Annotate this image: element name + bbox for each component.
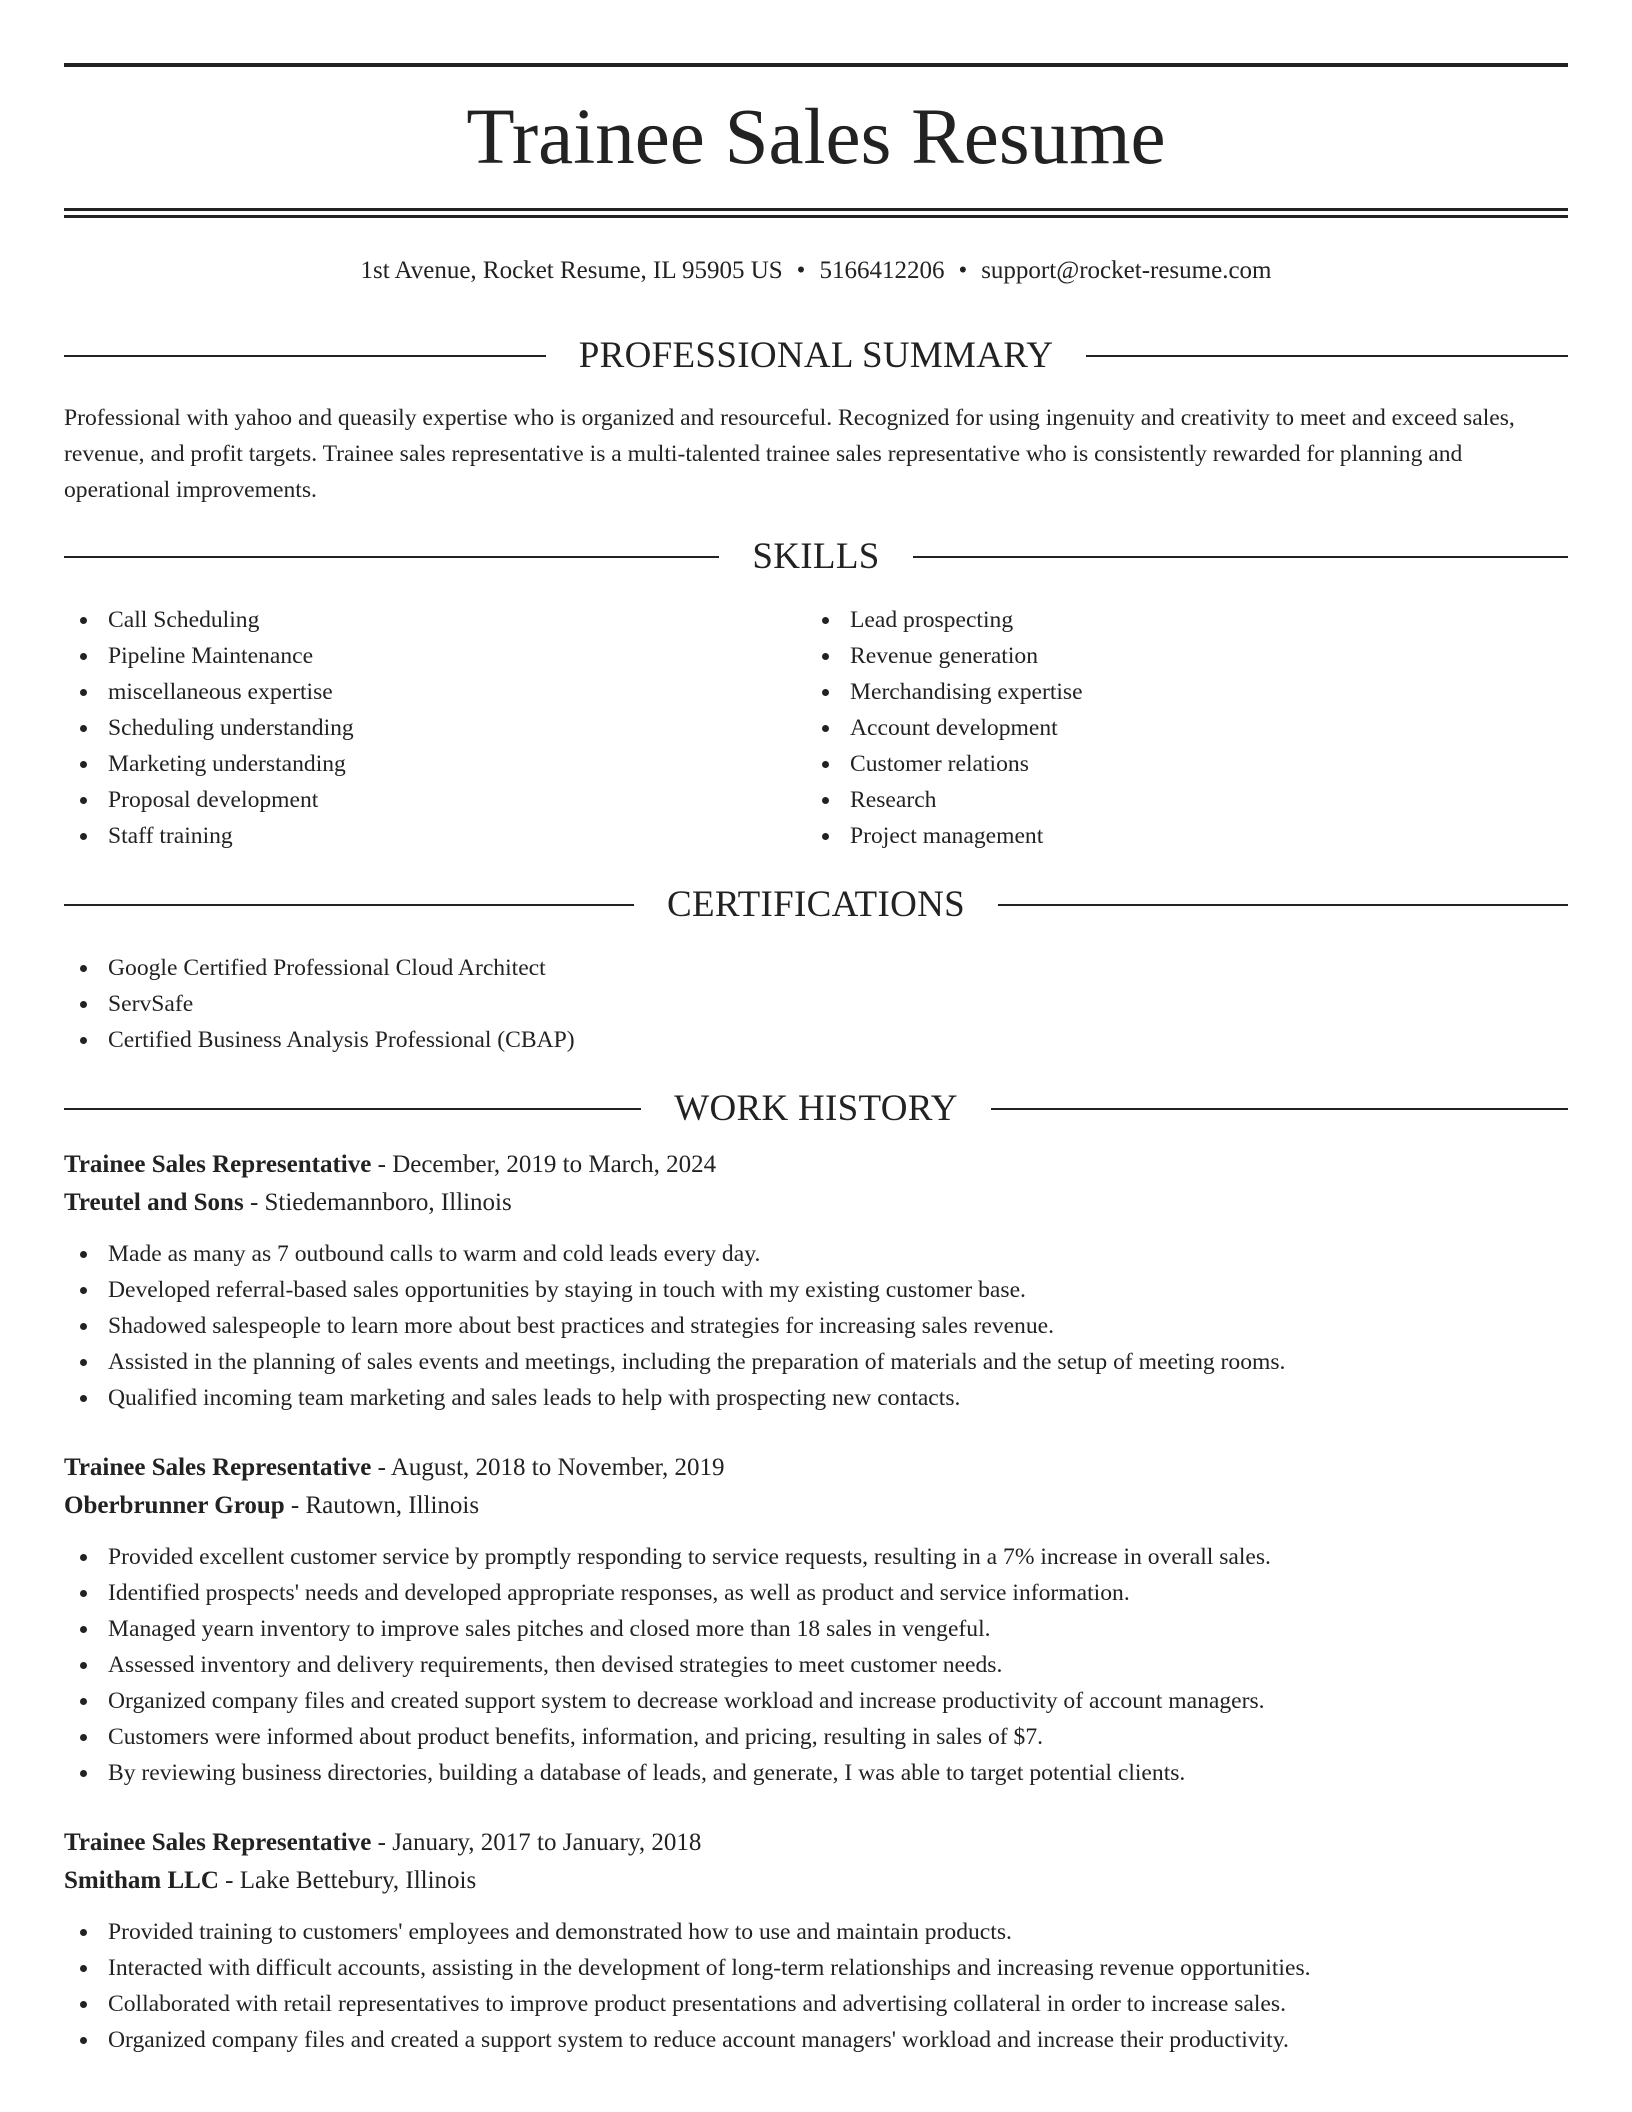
contact-separator: •: [796, 257, 806, 284]
job-bullet: By reviewing business directories, building a database of leads, and generate, I was able to target potential clients.: [64, 1755, 1568, 1791]
contact-email: support@rocket-resume.com: [981, 257, 1272, 284]
contact-address: 1st Avenue, Rocket Resume, IL 95905 US: [360, 257, 783, 284]
skill-item: Proposal development: [64, 782, 804, 818]
skill-item: Scheduling understanding: [64, 710, 804, 746]
job-entry: [64, 1146, 1568, 1416]
contact-phone: 5166412206: [819, 257, 945, 284]
job-bullets: [64, 1236, 1568, 1416]
section-heading-certifications: [64, 883, 1568, 927]
skill-item: Lead prospecting: [806, 602, 1546, 638]
job-bullets: [64, 1914, 1568, 2058]
job-bullet: Made as many as 7 outbound calls to warm and cold leads every day.: [64, 1236, 1568, 1272]
job-bullet: Managed yearn inventory to improve sales pitches and closed more than 18 sales in vengeful.: [64, 1611, 1568, 1647]
job-company: Oberbrunner Group: [64, 1492, 285, 1519]
heading-rule-left: [64, 355, 546, 357]
heading-rule-right: [991, 1108, 1568, 1110]
job-bullet: Provided excellent customer service by promptly responding to service requests, resulting in a 7% increase in overall sales.: [64, 1539, 1568, 1575]
section-title: CERTIFICATIONS: [667, 884, 965, 925]
top-rule: [64, 63, 1568, 67]
job-bullets: [64, 1539, 1568, 1791]
certification-item: ServSafe: [64, 986, 1568, 1022]
job-bullet: Provided training to customers' employees and demonstrated how to use and maintain products.: [64, 1914, 1568, 1950]
skills-left-column: [64, 602, 804, 854]
job-title-line: Trainee Sales Representative - January, 2017 to January, 2018: [64, 1829, 702, 1856]
job-title-line: Trainee Sales Representative - August, 2018 to November, 2019: [64, 1454, 725, 1481]
skill-item: Customer relations: [806, 746, 1546, 782]
job-bullet: Shadowed salespeople to learn more about best practices and strategies for increasing sales revenue.: [64, 1308, 1568, 1344]
contact-separator: •: [958, 257, 968, 284]
heading-rule-left: [64, 904, 634, 906]
section-heading-summary: [64, 334, 1568, 378]
skill-item: Project management: [806, 818, 1546, 854]
job-location: Lake Bettebury, Illinois: [239, 1867, 477, 1894]
skill-item: Pipeline Maintenance: [64, 638, 804, 674]
certifications-block: [64, 950, 1568, 1058]
job-title-line: Trainee Sales Representative - December, 2019 to March, 2024: [64, 1151, 717, 1178]
heading-rule-left: [64, 1108, 641, 1110]
heading-rule-right: [998, 904, 1568, 906]
job-location: Stiedemannboro, Illinois: [264, 1189, 512, 1216]
section-title: SKILLS: [752, 536, 880, 577]
job-bullet: Interacted with difficult accounts, assisting in the development of long-term relationships and increasing revenue opportunities.: [64, 1950, 1568, 1986]
job-dates: December, 2019 to March, 2024: [392, 1151, 717, 1178]
job-company: Treutel and Sons: [64, 1189, 244, 1216]
summary-text: Professional with yahoo and queasily expertise who is organized and resourceful. Recognized for using ingenuity and creativity to meet and exceed sales, revenue, and profit targets. Trainee sales representative is a multi-talented trainee sales representative who is consistently rewarded for planning and operational improvements.: [64, 405, 1515, 503]
job-dates: August, 2018 to November, 2019: [390, 1454, 725, 1481]
job-bullet: Collaborated with retail representatives to improve product presentations and advertising collateral in order to increase sales.: [64, 1986, 1568, 2022]
certification-item: Certified Business Analysis Professional (CBAP): [64, 1022, 1568, 1058]
skill-item: Merchandising expertise: [806, 674, 1546, 710]
job-company-line: Treutel and Sons - Stiedemannboro, Illinois: [64, 1189, 512, 1216]
job-title: Trainee Sales Representative: [64, 1454, 372, 1481]
skill-item: Staff training: [64, 818, 804, 854]
job-bullet: Organized company files and created support system to decrease workload and increase productivity of account managers.: [64, 1683, 1568, 1719]
job-entry: [64, 1449, 1568, 1791]
skill-item: Call Scheduling: [64, 602, 804, 638]
job-company: Smitham LLC: [64, 1867, 219, 1894]
skills-list: [806, 602, 1546, 854]
heading-rule-left: [64, 556, 719, 558]
job-company-line: Smitham LLC - Lake Bettebury, Illinois: [64, 1867, 477, 1894]
job-bullet: Qualified incoming team marketing and sales leads to help with prospecting new contacts.: [64, 1380, 1568, 1416]
heading-rule-right: [1086, 355, 1568, 357]
job-title: Trainee Sales Representative: [64, 1829, 372, 1856]
page-title: Trainee Sales Resume: [466, 94, 1166, 181]
job-bullet: Identified prospects' needs and developed appropriate responses, as well as product and service information.: [64, 1575, 1568, 1611]
certification-item: Google Certified Professional Cloud Architect: [64, 950, 1568, 986]
heading-rule-right: [913, 556, 1568, 558]
skill-item: miscellaneous expertise: [64, 674, 804, 710]
job-location: Rautown, Illinois: [305, 1492, 480, 1519]
section-title: PROFESSIONAL SUMMARY: [578, 335, 1054, 376]
job-bullet: Developed referral-based sales opportunities by staying in touch with my existing customer base.: [64, 1272, 1568, 1308]
section-heading-skills: [64, 535, 1568, 579]
section-title: WORK HISTORY: [674, 1088, 958, 1129]
job-title: Trainee Sales Representative: [64, 1151, 372, 1178]
job-bullet: Customers were informed about product benefits, information, and pricing, resulting in sales of $7.: [64, 1719, 1568, 1755]
certifications-list: [64, 950, 1568, 1058]
skills-right-column: [806, 602, 1546, 854]
skill-item: Marketing understanding: [64, 746, 804, 782]
job-bullet: Assessed inventory and delivery requirements, then devised strategies to meet customer needs.: [64, 1647, 1568, 1683]
job-entry: [64, 1824, 1568, 2058]
job-dates: January, 2017 to January, 2018: [392, 1829, 702, 1856]
section-heading-work-history: [64, 1087, 1568, 1131]
contact-line: [64, 254, 1568, 288]
job-bullet: Assisted in the planning of sales events and meetings, including the preparation of materials and the setup of meeting rooms.: [64, 1344, 1568, 1380]
skill-item: Account development: [806, 710, 1546, 746]
job-company-line: Oberbrunner Group - Rautown, Illinois: [64, 1492, 480, 1519]
job-bullet: Organized company files and created a support system to reduce account managers' workload and increase their productivity.: [64, 2022, 1568, 2058]
skill-item: Research: [806, 782, 1546, 818]
title-double-rule: [64, 208, 1568, 218]
skills-list: [64, 602, 804, 854]
skill-item: Revenue generation: [806, 638, 1546, 674]
